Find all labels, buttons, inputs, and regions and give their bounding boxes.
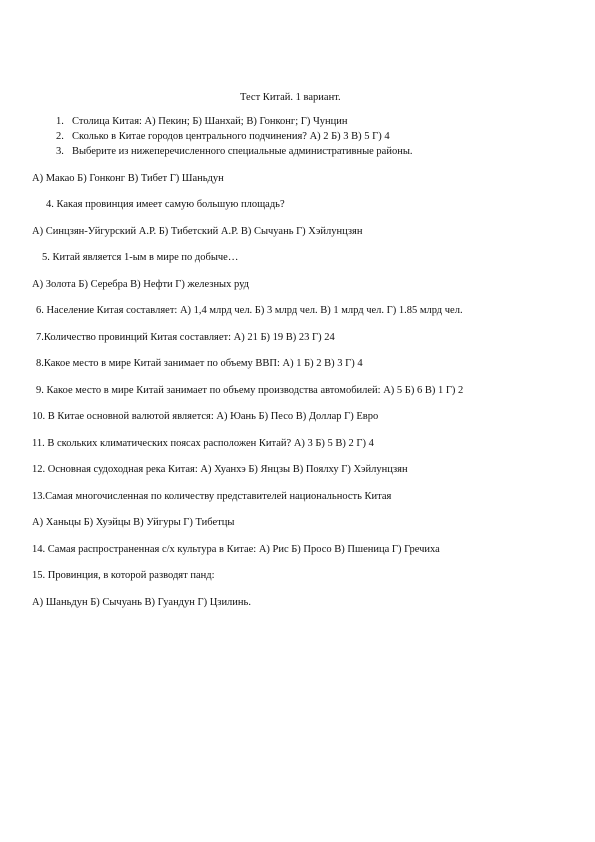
question-6: 6. Население Китая составляет: А) 1,4 млрд чел. Б) 3 млрд чел. В) 1 млрд чел. Г) 1.85 млрд чел. bbox=[36, 305, 463, 316]
question-9: 9. Какое место в мире Китай занимает по объему производства автомобилей: А) 5 Б) 6 В) 1 Г) 2 bbox=[36, 385, 464, 396]
question-7: 7.Количество провинций Китая составляет: А) 21 Б) 19 В) 23 Г) 24 bbox=[36, 332, 335, 343]
question-2 bbox=[56, 131, 390, 143]
answer-options-q15: А) Шаньдун Б) Сычуань В) Гуандун Г) Цзилинь. bbox=[32, 597, 251, 608]
question-13: 13.Самая многочисленная по количеству представителей национальность Китая bbox=[32, 491, 392, 502]
question-number: 1. bbox=[56, 116, 64, 127]
question-text: Выберите из нижеперечисленного специальные административные районы. bbox=[72, 146, 413, 157]
answer-options-q5: А) Золота Б) Серебра В) Нефти Г) железных руд bbox=[32, 279, 250, 290]
answer-options-q13: А) Ханьцы Б) Хуэйцы В) Уйгуры Г) Тибетцы bbox=[32, 517, 235, 528]
question-15: 15. Провинция, в которой разводят панд: bbox=[32, 570, 215, 581]
answer-options-q4: А) Синцзян-Уйгурский А.Р. Б) Тибетский А.Р. В) Сычуань Г) Хэйлунцзян bbox=[32, 226, 363, 237]
question-3 bbox=[56, 146, 413, 158]
question-number: 2. bbox=[56, 131, 64, 142]
question-1 bbox=[56, 116, 348, 128]
question-4: 4. Какая провинция имеет самую большую площадь? bbox=[46, 199, 285, 210]
question-12: 12. Основная судоходная река Китая: А) Хуанхэ Б) Янцзы В) Поялху Г) Хэйлунцзян bbox=[32, 464, 408, 475]
question-5: 5. Китай является 1-ым в мире по добыче… bbox=[42, 252, 239, 263]
question-text: Сколько в Китае городов центрального подчинения? А) 2 Б) 3 В) 5 Г) 4 bbox=[72, 131, 390, 142]
question-text: Столица Китая: А) Пекин; Б) Шанхай; В) Гонконг; Г) Чунцин bbox=[72, 116, 348, 127]
question-8: 8.Какое место в мире Китай занимает по объему ВВП: А) 1 Б) 2 В) 3 Г) 4 bbox=[36, 358, 363, 369]
question-14: 14. Самая распространенная с/х культура в Китае: А) Рис Б) Просо В) Пшеница Г) Гречиха bbox=[32, 544, 440, 555]
question-11: 11. В скольких климатических поясах расположен Китай? А) 3 Б) 5 В) 2 Г) 4 bbox=[32, 438, 374, 449]
page-title: Тест Китай. 1 вариант. bbox=[240, 92, 341, 103]
question-10: 10. В Китае основной валютой является: А) Юань Б) Песо В) Доллар Г) Евро bbox=[32, 411, 379, 422]
answer-options-q3: А) Макао Б) Гонконг В) Тибет Г) Шаньдун bbox=[32, 173, 224, 184]
question-number: 3. bbox=[56, 146, 64, 157]
